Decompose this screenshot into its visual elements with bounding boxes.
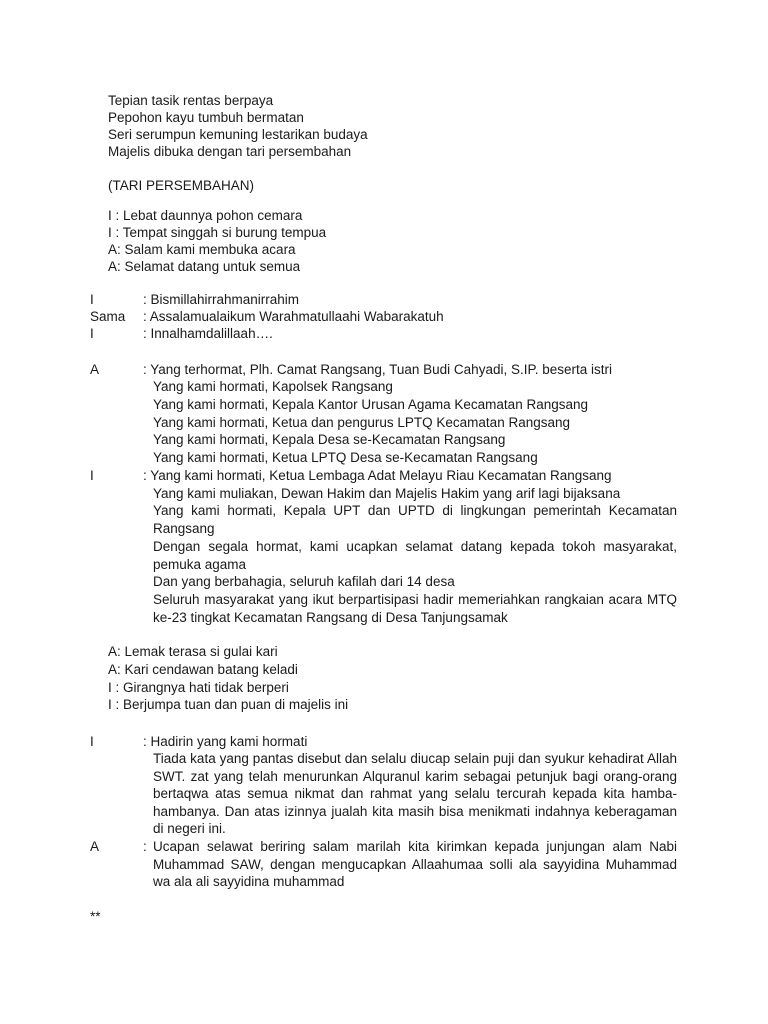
dialogue-line: : Yang kami hormati, Ketua Lembaga Adat Melayu Riau Kecamatan Rangsang <box>143 468 612 483</box>
pantun-line: I : Lebat daunnya pohon cemara <box>108 208 303 223</box>
pantun-line: A: Selamat datang untuk semua <box>108 259 301 274</box>
honorific-line: Yang kami muliakan, Dewan Hakim dan Majelis Hakim yang arif lagi bijaksana <box>153 486 621 501</box>
pantun-line: A: Kari cendawan batang keladi <box>108 662 298 677</box>
honorific-line: Yang kami hormati, Ketua LPTQ Desa se-Kecamatan Rangsang <box>153 450 538 465</box>
honorific-line: Yang kami hormati, Kapolsek Rangsang <box>153 379 393 394</box>
pantun-line: A: Salam kami membuka acara <box>108 242 296 257</box>
speech-paragraph: Tiada kata yang pantas disebut dan selalu diucap selain puji dan syukur kehadirat Allah SWT. zat yang telah menurunkan Alquranul karim sebagai petunjuk bagi orang-orang bertaqwa atas semua nikmat dan rahmat yang selalu tercurah kepada kita hamba-hambanya. Dan atas izinnya jualah kita masih bisa menikmati indahnya keberagaman di negeri ini. <box>153 751 677 837</box>
dialogue-line: : Assalamualaikum Warahmatullaahi Wabarakatuh <box>143 309 444 324</box>
pantun-line: Pepohon kayu tumbuh bermatan <box>108 110 304 125</box>
pantun-line: I : Berjumpa tuan dan puan di majelis ini <box>108 697 349 712</box>
honorific-line: Dan yang berbahagia, seluruh kafilah dari 14 desa <box>153 574 455 589</box>
speaker-label: I <box>90 468 94 483</box>
pantun-line: Tepian tasik rentas berpaya <box>108 93 274 108</box>
dialogue-line: : Bismillahirrahmanirrahim <box>143 292 300 307</box>
dialogue-line: : Innalhamdalillaah…. <box>143 326 273 341</box>
dialogue-line: : Yang terhormat, Plh. Camat Rangsang, Tuan Budi Cahyadi, S.IP. beserta istri <box>143 362 613 377</box>
speaker-label: Sama <box>90 309 126 324</box>
speech-paragraph: Ucapan selawat beriring salam marilah kita kirimkan kepada junjungan alam Nabi Muhammad SAW, dengan mengucapkan Allaahumaa solli ala sayyidina Muhammad wa ala ali sayyidina muhammad <box>153 839 677 890</box>
pantun-line: I : Tempat singgah si burung tempua <box>108 225 327 240</box>
speaker-label: I <box>90 292 94 307</box>
honorific-paragraph: Seluruh masyarakat yang ikut berpartisipasi hadir memeriahkan rangkaian acara MTQ ke-23 tingkat Kecamatan Rangsang di Desa Tanjungsamak <box>153 592 677 625</box>
honorific-line: Yang kami hormati, Kepala Kantor Urusan Agama Kecamatan Rangsang <box>153 397 588 412</box>
honorific-line: Yang kami hormati, Kepala Desa se-Kecamatan Rangsang <box>153 432 506 447</box>
honorific-paragraph: Yang kami hormati, Kepala UPT dan UPTD di lingkungan pemerintah Kecamatan Rangsang <box>153 503 677 536</box>
speaker-label: A <box>90 362 100 377</box>
honorific-line: Yang kami hormati, Ketua dan pengurus LPTQ Kecamatan Rangsang <box>153 415 570 430</box>
speaker-label: I <box>90 734 94 749</box>
pantun-line: A: Lemak terasa si gulai kari <box>108 644 278 659</box>
stage-direction: (TARI PERSEMBAHAN) <box>108 178 255 193</box>
pantun-line: I : Girangnya hati tidak berperi <box>108 680 289 695</box>
honorific-paragraph: Dengan segala hormat, kami ucapkan selamat datang kepada tokoh masyarakat, pemuka agama <box>153 539 677 572</box>
speaker-label: I <box>90 326 94 341</box>
pantun-line: Majelis dibuka dengan tari persembahan <box>108 144 352 159</box>
pantun-line: Seri serumpun kemuning lestarikan budaya <box>108 127 368 142</box>
dialogue-line: : Hadirin yang kami hormati <box>143 734 308 749</box>
speaker-label: A <box>90 839 100 854</box>
end-mark: ** <box>90 909 101 924</box>
speaker-colon: : <box>143 839 147 854</box>
